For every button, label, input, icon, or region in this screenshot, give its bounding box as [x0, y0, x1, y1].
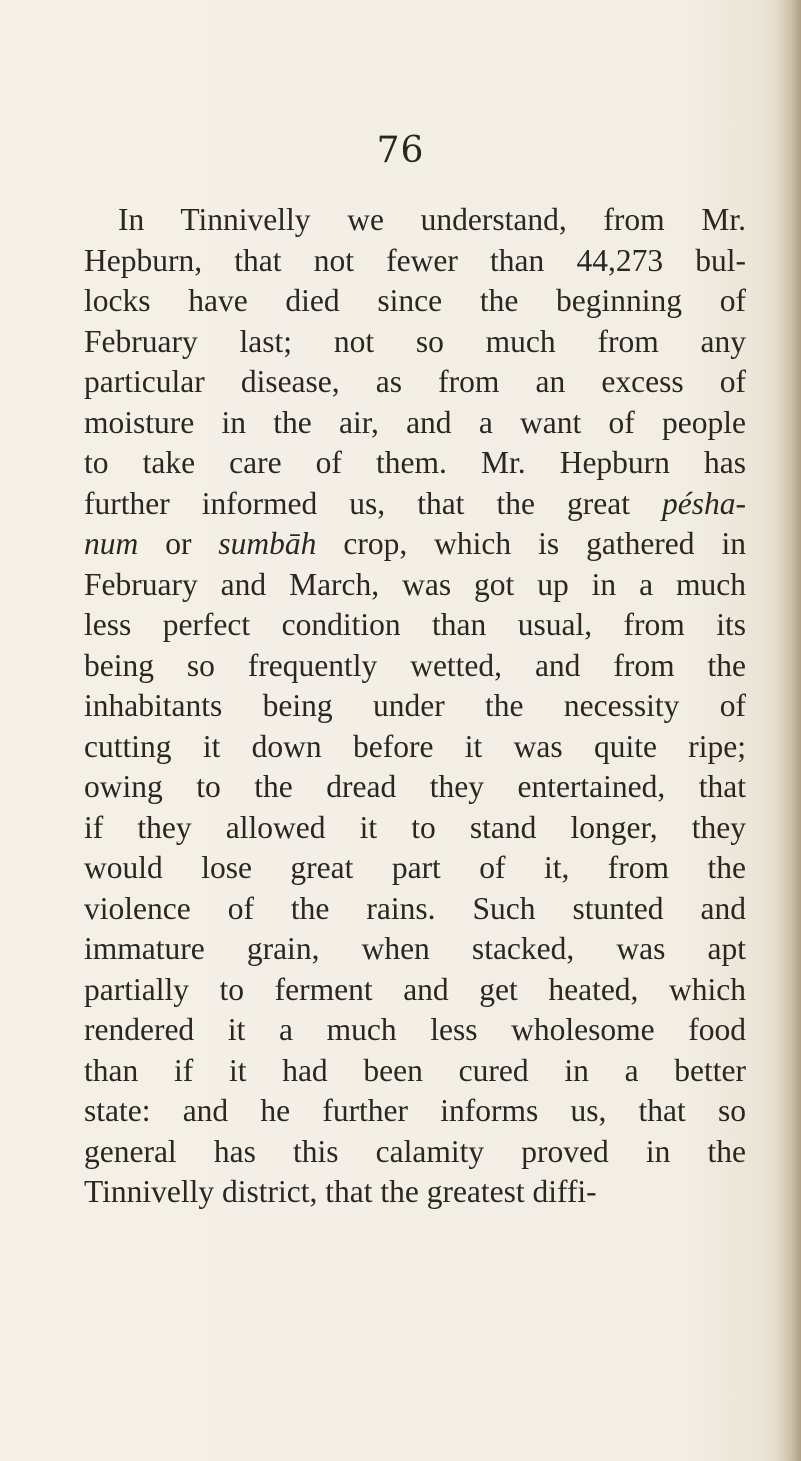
text-line: violence of the rains. Such stunted and: [84, 890, 746, 926]
text-line: February and March, was got up in a much: [84, 566, 746, 602]
text-line: In Tinnivelly we understand, from Mr.: [118, 202, 746, 237]
page-edge-shadow: [777, 0, 801, 1461]
text-line: general has this calamity proved in the: [84, 1133, 746, 1169]
text-segment: crop, which is gathered in: [316, 526, 746, 561]
text-line: Hepburn, that not fewer than 44,273 bul-: [84, 242, 746, 278]
text-line: locks have died since the beginning of: [84, 283, 746, 318]
body-paragraph: [84, 200, 746, 1213]
text-line: if they allowed it to stand longer, they: [84, 809, 746, 845]
text-line: being so frequently wetted, and from the: [84, 647, 746, 683]
text-line: particular disease, as from an excess of: [84, 364, 746, 399]
text-line: cutting it down before it was quite ripe;: [84, 728, 746, 764]
text-line: rendered it a much less wholesome food: [84, 1012, 746, 1047]
text-line: owing to the dread they entertained, that: [84, 769, 746, 804]
text-line: would lose great part of it, from the: [84, 850, 746, 885]
text-line: less perfect condition than usual, from its: [84, 607, 746, 642]
text-line: Tinnivelly district, that the greatest diffi-: [84, 1174, 597, 1209]
text-line: state: and he further informs us, that so: [84, 1093, 746, 1128]
text-line: moisture in the air, and a want of people: [84, 404, 746, 440]
text-line: inhabitants being under the necessity of: [84, 688, 746, 723]
italic-term: pésha-: [662, 485, 746, 521]
text-line: [84, 484, 746, 525]
text-segment: or: [138, 526, 219, 561]
text-segment: further informed us, that the great: [84, 485, 663, 521]
italic-term: sumbāh: [218, 526, 317, 561]
text-line: immature grain, when stacked, was apt: [84, 931, 746, 966]
text-line: February last; not so much from any: [84, 323, 746, 359]
text-line: [84, 524, 746, 565]
text-line: partially to ferment and get heated, which: [84, 971, 746, 1007]
text-line: than if it had been cured in a better: [84, 1052, 746, 1088]
page-number: 76: [376, 130, 425, 171]
text-line: to take care of them. Mr. Hepburn has: [84, 445, 746, 480]
italic-term-continuation: num: [84, 526, 139, 561]
